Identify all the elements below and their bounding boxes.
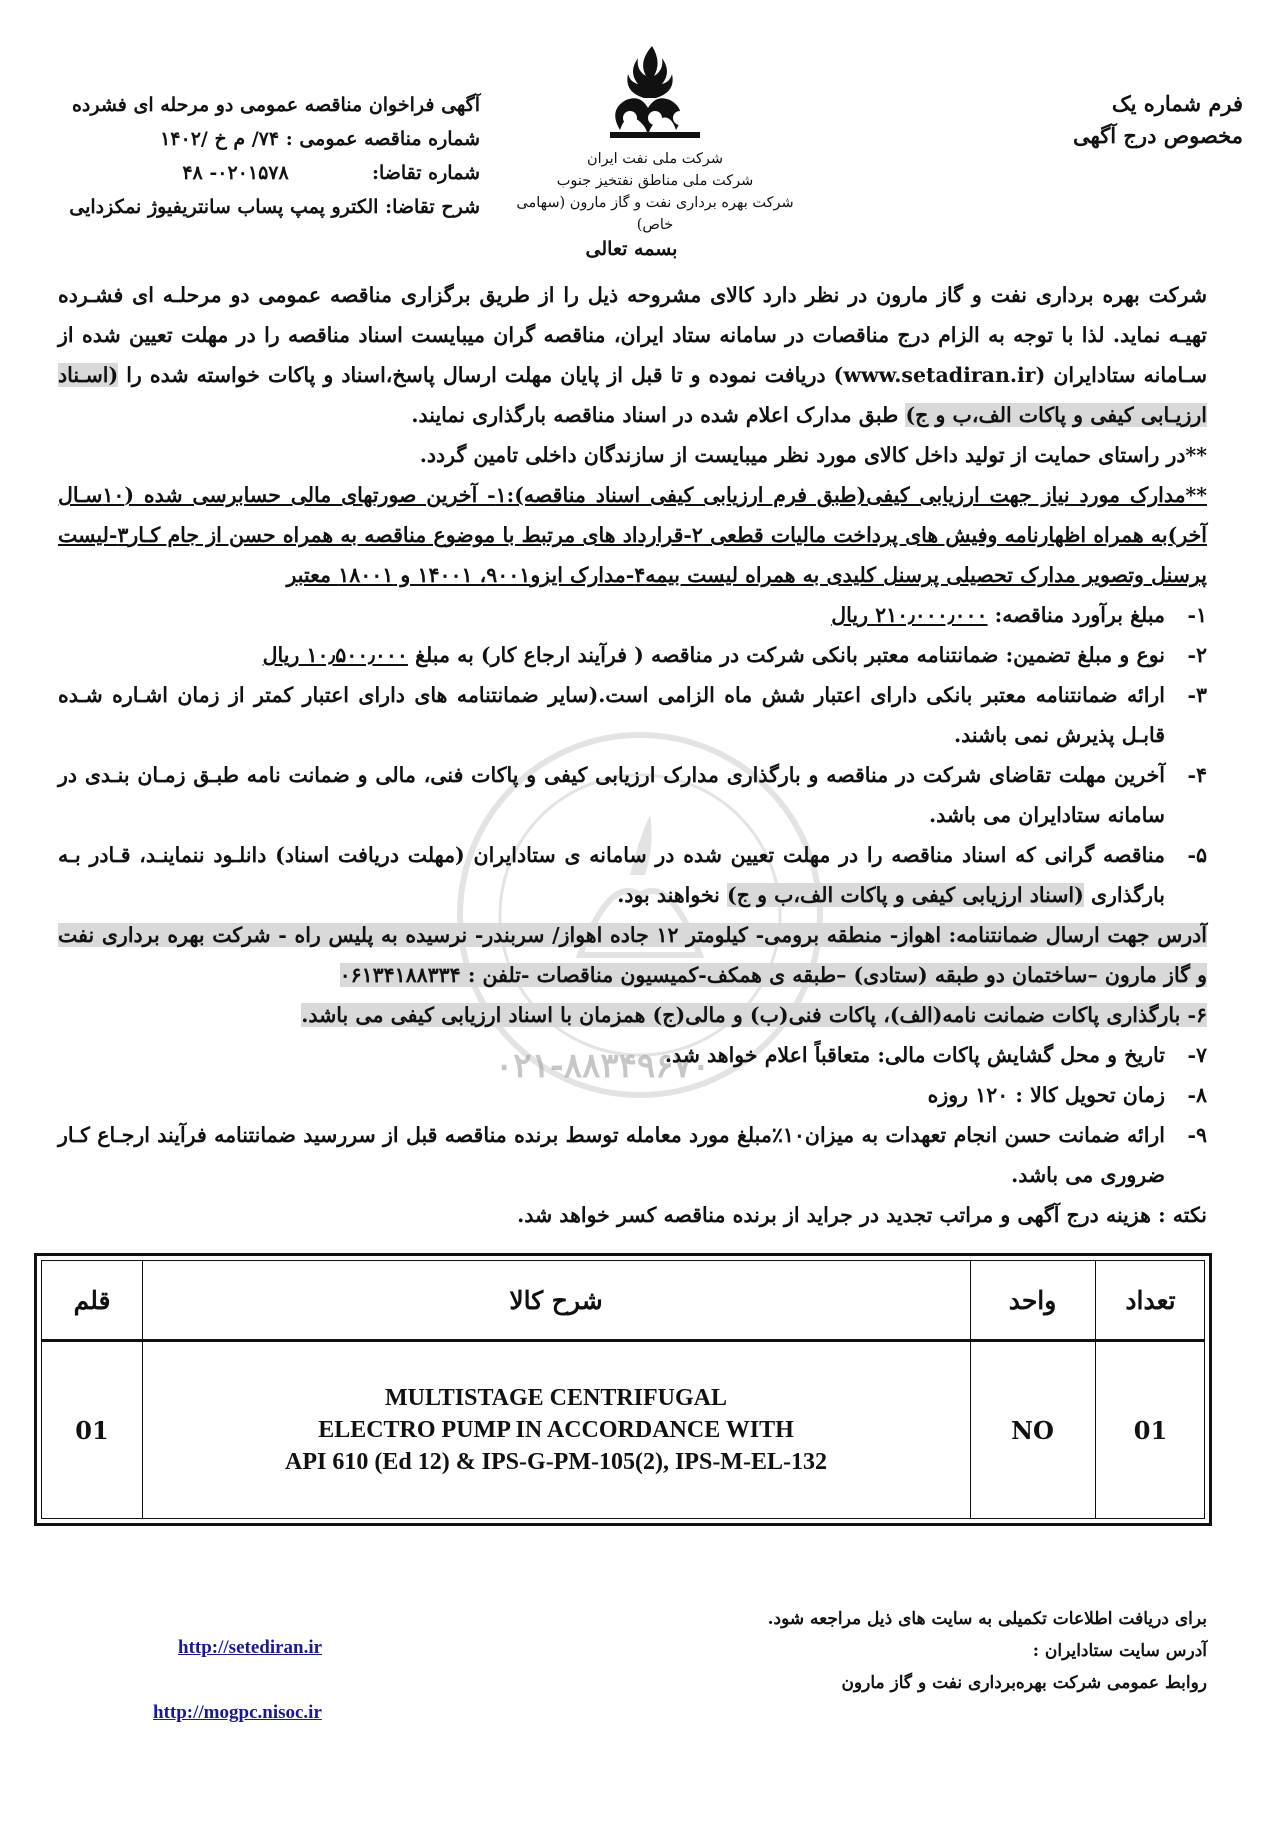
cell-unit: NO (1011, 1415, 1054, 1445)
footer-info (768, 1603, 1207, 1699)
bismillah: بسمه تعالی (585, 238, 678, 260)
item-text: آخرین مهلت تقاضای شرکت در مناقصه و بارگذاری مدارک ارزیابی کیفی و پاکات فنی، مالی و ضمانت نامه طبـق زمـان بنـدی در سامانه ستادایران می باشد. (58, 763, 1165, 827)
item-text: ارائه ضمانتنامه معتبر بانکی دارای اعتبار شش ماه الزامی است.(سایر ضمانتنامه های دارای اعتبار کمتر از زمان اشـاره شـده قابـل پذیرش نمی باشند. (58, 683, 1165, 747)
item-highlight: (اسناد ارزیابی کیفی و پاکات الف،ب و ج) (727, 883, 1084, 907)
description-line: MULTISTAGE CENTRIFUGAL (384, 1385, 728, 1411)
description-line: ELECTRO PUMP IN ACCORDANCE WITH (318, 1417, 794, 1443)
nioc-logo-icon (600, 38, 710, 148)
address-paragraph (58, 915, 1207, 995)
item-number: ۳- (1187, 683, 1207, 707)
header-row-no: قلم (73, 1285, 111, 1315)
tender-number-label: شماره مناقصه عمومی : (285, 128, 480, 150)
intro-text-a: شرکت بهره برداری نفت و گاز مارون در نظر دارد کالای مشروحه ذیل را از طریق برگزاری مناقصه عمومی دو مرحلـه ای فشـرده تهیـه نماید. لذا با توجه به الزام درج مناقصات در سامانه ستاد ایران، مناقصه گران میبایست اسناد مناقصه را در مهلت تعیین شده از سـامانه ستادایران (www.setadiran.ir) دریافت نموده و تا قبل از پایان مهلت ارسال پاسخ،اسناد و پاکات خواسته شده را (58, 283, 1207, 387)
intro-highlight: (اسـناد ارزیـابی کیفی و پاکات الف،ب و ج) (58, 363, 1207, 427)
items-table-inner (41, 1260, 1205, 1519)
guarantee-label: نوع و مبلغ تضمین: ضمانتنامه معتبر بانکی شرکت در مناقصه ( فرآیند ارجاع کار) به مبلغ (415, 643, 1165, 667)
request-desc-row (60, 190, 480, 224)
item-6 (58, 995, 1207, 1035)
description-line: API 610 (Ed 12) & IPS-G-PM-105(2), IPS-M-EL-132 (285, 1449, 827, 1475)
item-number: ۲- (1187, 643, 1207, 667)
item-text: ارائه ضمانت حسن انجام تعهدات به میزان۱۰٪مبلغ مورد معامله توسط برنده مناقصه قبل از سررسید ضمانتنامه فرآیند ارجـاع کـار ضروری می باشد. (58, 1123, 1165, 1187)
header-unit: واحد (1008, 1285, 1057, 1315)
form-description: مخصوص درج آگهی (1073, 123, 1243, 148)
note: نکته : هزینه درج آگهی و مراتب تجدید در جراید از برنده مناقصه کسر خواهد شد. (517, 1203, 1207, 1227)
setadiran-link[interactable]: http://setediran.ir (178, 1637, 323, 1658)
list-item (58, 635, 1207, 675)
tender-info (60, 88, 480, 224)
item-number: ۵- (1187, 843, 1207, 867)
mogpc-link[interactable]: http://mogpc.nisoc.ir (153, 1702, 322, 1723)
list-item (58, 595, 1207, 635)
request-desc-label: شرح تقاضا: (385, 196, 480, 218)
items-table (34, 1253, 1212, 1526)
item-number: ۱- (1187, 603, 1207, 627)
domestic-support: **در راستای حمایت از تولید داخل کالای مورد نظر میبایست از سازندگان داخلی تامین گردد. (419, 443, 1207, 467)
item-text-b: نخواهند بود. (617, 883, 728, 907)
request-number-row (60, 156, 480, 190)
header-quantity: تعداد (1125, 1285, 1176, 1315)
request-number-value: ۰۲۰۱۵۷۸- ۴۸ (182, 162, 289, 184)
estimate-label: مبلغ برآورد مناقصه: (994, 603, 1165, 627)
company-name-2: شرکت ملی مناطق نفتخیز جنوب (556, 173, 754, 189)
notice-title: آگهی فراخوان مناقصه عمومی دو مرحله ای فشرده (71, 94, 480, 116)
item-text: زمان تحویل کالا : ۱۲۰ روزه (927, 1083, 1165, 1107)
cell-row-no: 01 (75, 1415, 109, 1445)
list-item (58, 675, 1207, 755)
company-name-1: شرکت ملی نفت ایران (586, 151, 724, 167)
list-item (58, 755, 1207, 835)
item-number: ۷- (1187, 1043, 1207, 1067)
notice-body (58, 275, 1207, 1235)
intro-text-b: طبق مدارک اعلام شده در اسناد مناقصه بارگذاری نمایند. (411, 403, 906, 427)
watermark-phone: ۰۲۱-۸۸۳۴۹۶۷۰ (495, 1046, 710, 1086)
item-number: ۸- (1187, 1083, 1207, 1107)
estimate-value: ۲۱۰٫۰۰۰٫۰۰۰ ریال (831, 603, 988, 627)
cell-description (142, 1342, 970, 1518)
item-number: ۴- (1187, 763, 1207, 787)
footer-line: برای دریافت اطلاعات تکمیلی به سایت های ذیل مراجعه شود. (767, 1609, 1207, 1629)
request-number-label: شماره تقاضا: (371, 162, 480, 184)
footer-line: روابط عمومی شرکت بهره‌برداری نفت و گاز مارون (841, 1673, 1207, 1693)
item-number: ۹- (1187, 1123, 1207, 1147)
guarantee-value: ۱۰٫۵۰۰٫۰۰۰ ریال (262, 643, 408, 667)
form-number: فرم شماره یک (1111, 91, 1243, 116)
item-text: تاریخ و محل گشایش پاکات مالی: متعاقباً اعلام خواهد شد. (664, 1043, 1165, 1067)
list-item (58, 1035, 1207, 1075)
tender-number-value: ۷۴/ م خ /۱۴۰۲ (160, 128, 280, 150)
company-name-3: شرکت بهره برداری نفت و گاز مارون (سهامی خاص) (516, 195, 794, 233)
cell-quantity: 01 (1133, 1415, 1168, 1445)
address-text: آدرس جهت ارسال ضمانتنامه: اهواز- منطقه برومی- کیلومتر ۱۲ جاده اهواز/ سربندر- نرسیده به پلیس راه - شرکت بهره برداری نفت و گاز مارون –ساختمان دو طبقه (ستادی) –طبقه ی همکف-کمیسیون مناقصات -تلفن : ۰۶۱۳۴۱۸۸۳۳۴ (58, 923, 1207, 987)
intro-paragraph (58, 275, 1207, 435)
item-6-text: ۶- بارگذاری پاکات ضمانت نامه(الف)، پاکات فنی(ب) و مالی(ج) همزمان با اسناد ارزیابی کیفی می باشد. (301, 1003, 1207, 1027)
list-item (58, 835, 1207, 915)
qualification-docs: **مدارک مورد نیاز جهت ارزیابی کیفی(طبق فرم ارزیابی کیفی اسناد مناقصه):۱- آخرین صورتهای مالی حسابرسی شده (۱۰سـال آخر)به همراه اظهارنامه وفیش های پرداخت مالیات قطعی ۲-قرارداد های مرتبط با موضوع مناقصه به همراه حسن از جام کـار۳-لیست پرسنل وتصویر مدارک تحصیلی پرسنل کلیدی به همراه لیست بیمه۴-مدارک ایزو۹۰۰۱، ۱۴۰۰۱ و ۱۸۰۰۱ معتبر (58, 483, 1207, 587)
form-info (1043, 88, 1243, 152)
list-item (58, 1115, 1207, 1195)
item-text-a: مناقصه گرانی که اسناد مناقصه را در مهلت تعیین شده در سامانه ی ستادایران (مهلت دریافت اسناد) دانلـود ننماینـد، قـادر بـه بارگذاری (58, 843, 1165, 907)
header-description: شرح کالا (509, 1285, 603, 1315)
list-item (58, 1075, 1207, 1115)
tender-number-row (60, 122, 480, 156)
footer-line: آدرس سایت ستادایران : (1032, 1641, 1207, 1661)
company-header (515, 38, 795, 236)
request-desc-value: الکترو پمپ پساب سانتریفیوژ نمکزدایی (69, 196, 379, 218)
